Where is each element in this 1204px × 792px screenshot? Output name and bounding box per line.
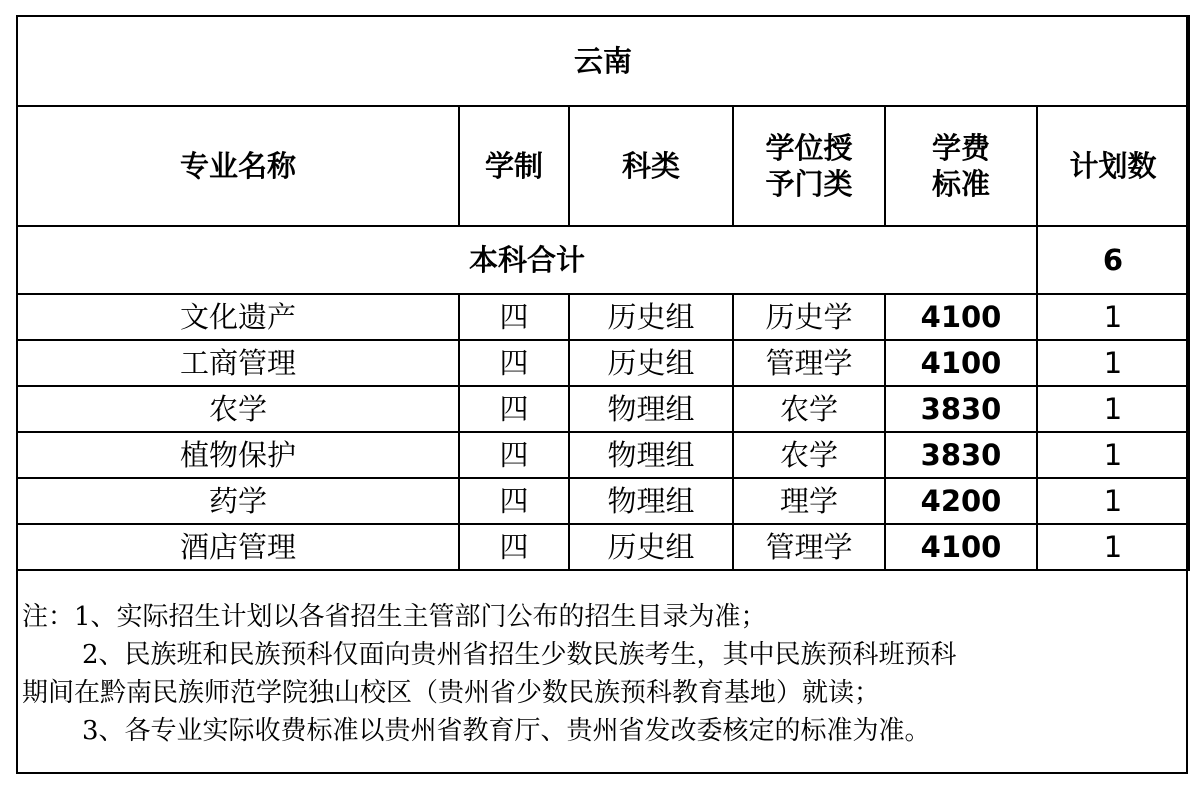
- table-row: [17, 524, 1189, 570]
- duration-cell: 四: [459, 386, 569, 432]
- category-cell: 物理组: [569, 432, 733, 478]
- major-cell: 药学: [17, 478, 459, 524]
- major-cell: 植物保护: [17, 432, 459, 478]
- plan-cell: 1: [1037, 386, 1189, 432]
- duration-cell: 四: [459, 478, 569, 524]
- header-category: 科类: [569, 106, 733, 226]
- header-fee-line1: 学费: [931, 130, 990, 165]
- fee-cell: 4200: [885, 478, 1037, 524]
- fee-cell: 4100: [885, 524, 1037, 570]
- fee-cell: 3830: [885, 386, 1037, 432]
- category-cell: 物理组: [569, 478, 733, 524]
- header-fee: [885, 106, 1037, 226]
- degree-cell: 农学: [733, 432, 885, 478]
- header-degree: [733, 106, 885, 226]
- plan-cell: 1: [1037, 524, 1189, 570]
- table-row: [17, 432, 1189, 478]
- region-title: 云南: [17, 16, 1189, 106]
- region-title-row: [17, 16, 1189, 106]
- total-row: [17, 226, 1189, 294]
- table-row: [17, 294, 1189, 340]
- fee-cell: 4100: [885, 340, 1037, 386]
- degree-cell: 管理学: [733, 524, 885, 570]
- fee-cell: 4100: [885, 294, 1037, 340]
- major-cell: 农学: [17, 386, 459, 432]
- header-degree-line2: 予门类: [765, 167, 853, 201]
- header-fee-line2: 标准: [931, 167, 990, 201]
- header-plan: 计划数: [1037, 106, 1189, 226]
- duration-cell: 四: [459, 294, 569, 340]
- duration-cell: 四: [459, 524, 569, 570]
- duration-cell: 四: [459, 340, 569, 386]
- notes-section: [22, 598, 1182, 750]
- degree-cell: 历史学: [733, 294, 885, 340]
- enrollment-plan-table: [16, 15, 1190, 571]
- major-cell: 酒店管理: [17, 524, 459, 570]
- note-line-1: 注：1、实际招生计划以各省招生主管部门公布的招生目录为准；: [22, 602, 767, 632]
- total-value: 6: [1037, 226, 1189, 294]
- category-cell: 历史组: [569, 340, 733, 386]
- plan-cell: 1: [1037, 478, 1189, 524]
- header-row: [17, 106, 1189, 226]
- header-duration: 学制: [459, 106, 569, 226]
- degree-cell: 管理学: [733, 340, 885, 386]
- plan-cell: 1: [1037, 340, 1189, 386]
- category-cell: 物理组: [569, 386, 733, 432]
- plan-cell: 1: [1037, 294, 1189, 340]
- category-cell: 历史组: [569, 524, 733, 570]
- table-row: [17, 478, 1189, 524]
- major-cell: 工商管理: [17, 340, 459, 386]
- header-major: 专业名称: [17, 106, 459, 226]
- table-row: [17, 386, 1189, 432]
- duration-cell: 四: [459, 432, 569, 478]
- major-cell: 文化遗产: [17, 294, 459, 340]
- degree-cell: 理学: [733, 478, 885, 524]
- plan-cell: 1: [1037, 432, 1189, 478]
- fee-cell: 3830: [885, 432, 1037, 478]
- header-degree-line1: 学位授: [765, 130, 853, 165]
- table-row: [17, 340, 1189, 386]
- category-cell: 历史组: [569, 294, 733, 340]
- note-line-4: 3、各专业实际收费标准以贵州省教育厅、贵州省发改委核定的标准为准。: [82, 716, 931, 746]
- note-line-3: 期间在黔南民族师范学院独山校区（贵州省少数民族预科教育基地）就读；: [22, 678, 881, 708]
- total-label: 本科合计: [17, 226, 1037, 294]
- note-line-2: 2、民族班和民族预科仅面向贵州省招生少数民族考生，其中民族预科班预科: [82, 640, 957, 670]
- degree-cell: 农学: [733, 386, 885, 432]
